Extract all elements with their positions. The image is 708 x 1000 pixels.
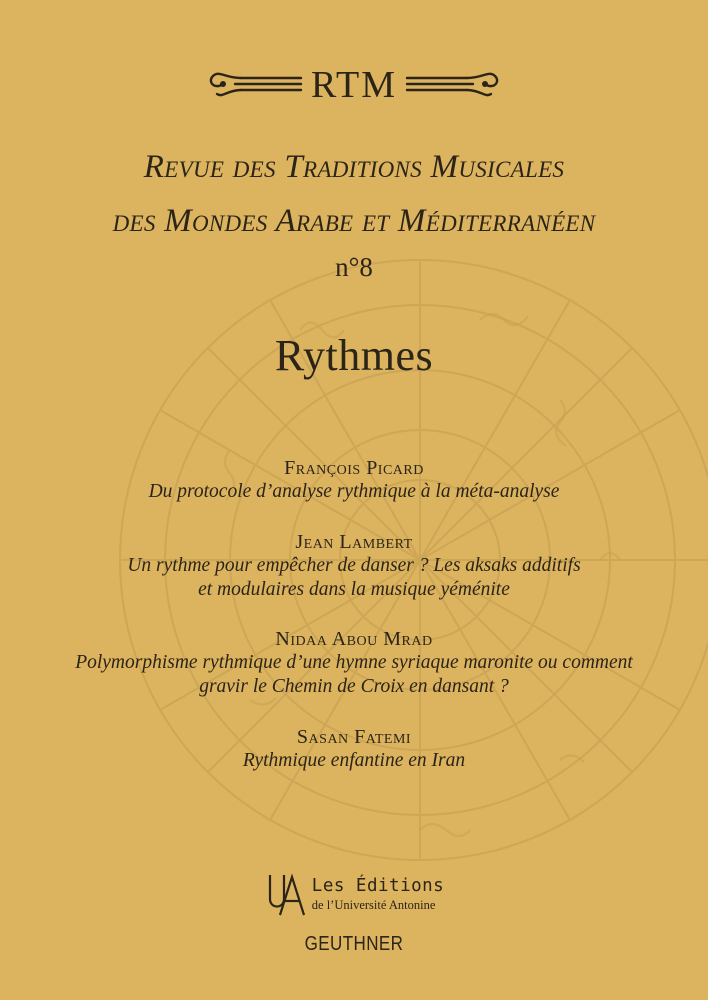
article-author: Sasan Fatemi [296, 726, 412, 748]
article-title-line: et modulaires dans la musique yéménite [198, 579, 510, 600]
article-title-line: Du protocole d’analyse rythmique à la méta-analyse [148, 481, 560, 502]
article-1 [0, 456, 708, 504]
article-3 [0, 627, 708, 699]
article-author: Jean Lambert [295, 531, 413, 553]
co-publisher: GEUTHNER [304, 933, 404, 955]
journal-title [0, 140, 708, 248]
article-2 [0, 530, 708, 602]
publisher-block [0, 870, 708, 918]
article-title-line: Rythmique enfantine en Iran [242, 750, 466, 771]
rtm-logo-text: RTM [310, 64, 398, 106]
right-flourish-icon [403, 64, 503, 104]
article-author: François Picard [284, 457, 424, 479]
article-title-line: Polymorphisme rythmique d’une hymne syriaque maronite ou comment [75, 652, 633, 673]
article-4 [0, 725, 708, 773]
article-author: Nidaa Abou Mrad [275, 628, 433, 650]
journal-title-line-2: des Mondes Arabe et Méditerranéen [112, 203, 596, 239]
issue-number: n°8 [335, 252, 373, 282]
journal-title-line-1: Revue des Traditions Musicales [143, 149, 565, 185]
article-title-line: Un rythme pour empêcher de danser ? Les aksaks additifs [127, 555, 581, 576]
publisher-name: Les Éditions [311, 876, 445, 896]
publisher-text [312, 875, 444, 913]
left-flourish-icon [205, 64, 305, 104]
rtm-logo [0, 58, 708, 110]
publisher-university: de l’Université Antonine [311, 898, 436, 912]
article-title-line: gravir le Chemin de Croix en dansant ? [199, 676, 509, 697]
university-logo-icon [264, 871, 308, 917]
issue-theme: Rythmes [274, 331, 434, 380]
